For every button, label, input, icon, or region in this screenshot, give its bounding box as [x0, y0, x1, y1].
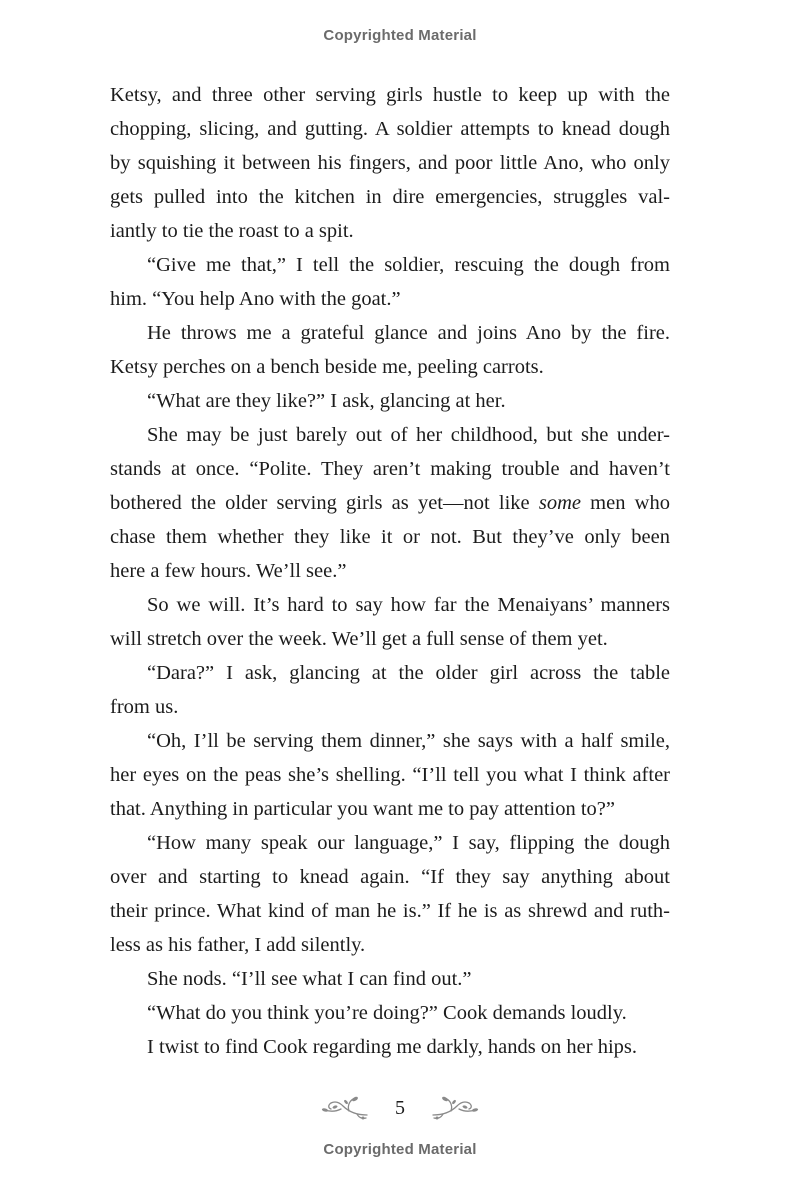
- text-line: less as his father, I add silently.: [110, 934, 366, 956]
- page-footer: [0, 1088, 800, 1128]
- text-line: “How many speak our language,” I say, flipping the dough: [147, 832, 670, 854]
- text-segment: men who: [580, 492, 670, 514]
- text-line: So we will. It’s hard to say how far the Menaiyans’ manners: [147, 594, 670, 616]
- text-segment: bothered the older serving girls as yet—not like: [110, 492, 539, 514]
- floral-ornament-right-icon: [431, 1095, 481, 1121]
- text-line: iantly to tie the roast to a spit.: [110, 220, 354, 242]
- text-line: “Give me that,” I tell the soldier, rescuing the dough from: [147, 254, 670, 276]
- floral-ornament-left-icon: [319, 1095, 369, 1121]
- text-line: will stretch over the week. We’ll get a full sense of them yet.: [110, 628, 608, 650]
- text-line: Ketsy, and three other serving girls hustle to keep up with the: [110, 84, 670, 106]
- text-line: by squishing it between his fingers, and poor little Ano, who only: [110, 152, 670, 174]
- text-line: She nods. “I’ll see what I can find out.”: [147, 968, 472, 990]
- page-number: 5: [395, 1096, 405, 1119]
- text-line: her eyes on the peas she’s shelling. “I’ll tell you what I think after: [110, 764, 670, 786]
- text-line: “Dara?” I ask, glancing at the older girl across the table: [147, 662, 670, 684]
- text-line: “What do you think you’re doing?” Cook demands loudly.: [147, 1002, 627, 1024]
- text-line: stands at once. “Polite. They aren’t making trouble and haven’t: [110, 458, 670, 480]
- text-line: I twist to find Cook regarding me darkly, hands on her hips.: [147, 1036, 638, 1058]
- italic-emphasis: some: [538, 492, 581, 514]
- text-line: their prince. What kind of man he is.” If he is as shrewd and ruth-: [110, 900, 670, 922]
- text-line: from us.: [110, 696, 179, 718]
- text-line: She may be just barely out of her childhood, but she under-: [147, 424, 670, 446]
- text-line: Ketsy perches on a bench beside me, peeling carrots.: [110, 356, 544, 378]
- text-line: chopping, slicing, and gutting. A soldier attempts to knead dough: [110, 118, 670, 140]
- text-line: He throws me a grateful glance and joins Ano by the fire.: [147, 322, 670, 344]
- text-line: “Oh, I’ll be serving them dinner,” she says with a half smile,: [147, 730, 670, 752]
- copyright-watermark-top: Copyrighted Material: [323, 27, 477, 44]
- copyright-watermark-bottom: Copyrighted Material: [323, 1141, 477, 1158]
- text-line: over and starting to knead again. “If they say anything about: [110, 866, 670, 888]
- text-line: here a few hours. We’ll see.”: [110, 560, 347, 582]
- text-line: “What are they like?” I ask, glancing at her.: [147, 390, 506, 412]
- text-line: chase them whether they like it or not. But they’ve only been: [110, 526, 670, 548]
- text-line: that. Anything in particular you want me to pay attention to?”: [110, 798, 615, 820]
- text-line: [110, 486, 670, 520]
- body-text: [110, 78, 670, 1064]
- text-line: gets pulled into the kitchen in dire emergencies, struggles val-: [110, 186, 670, 208]
- text-line: him. “You help Ano with the goat.”: [110, 288, 401, 310]
